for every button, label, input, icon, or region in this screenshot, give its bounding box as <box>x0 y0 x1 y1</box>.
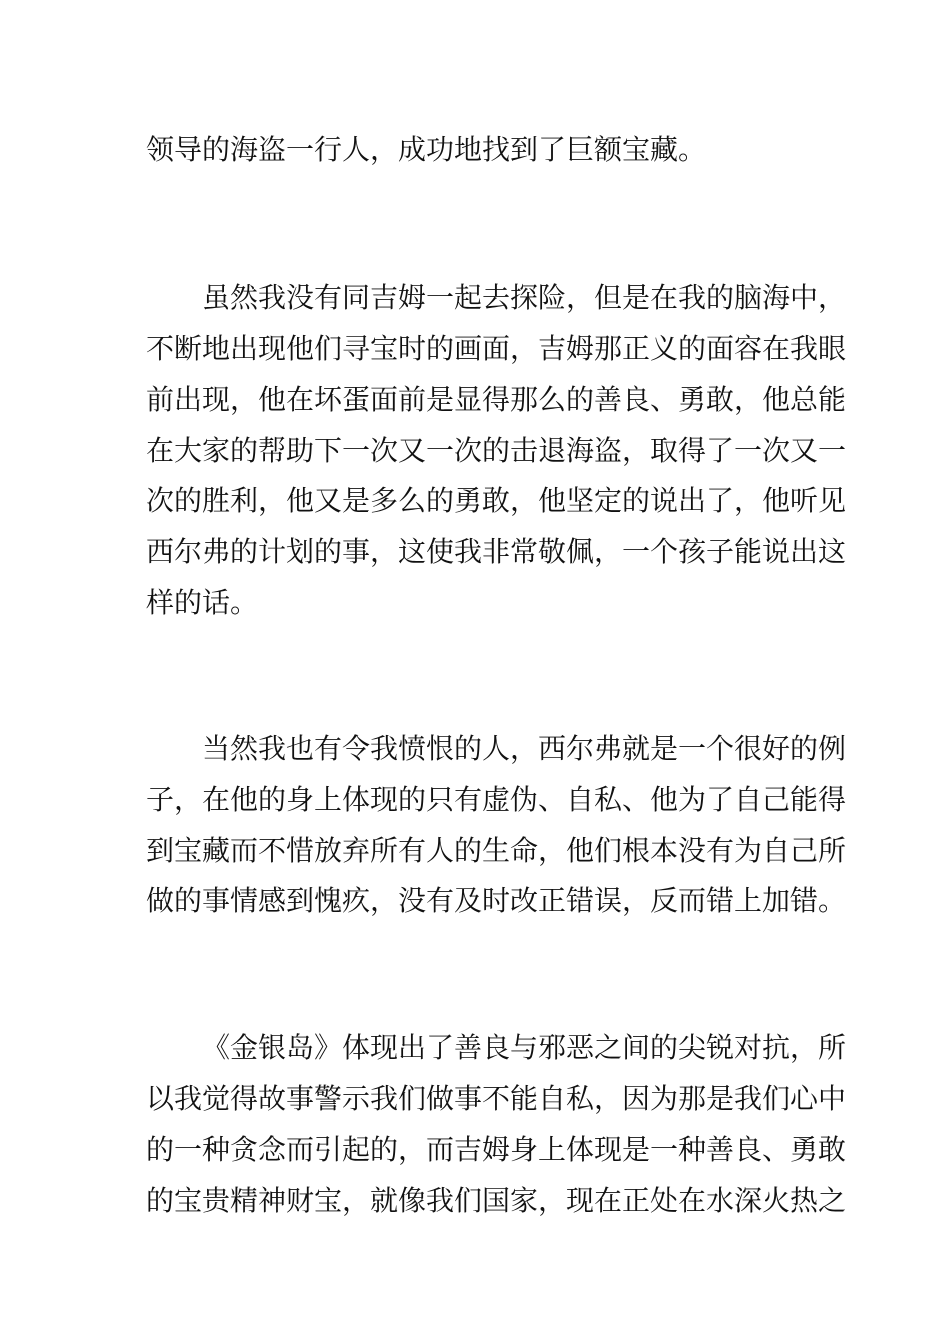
paragraph-line: 西尔弗的计划的事，这使我非常敬佩，一个孩子能说出这 <box>146 535 847 568</box>
paragraph-line: 样的话。 <box>146 586 259 619</box>
paragraph-line: 前出现，他在坏蛋面前是显得那么的善良、勇敢，他总能 <box>146 383 847 416</box>
paragraph-line: 不断地出现他们寻宝时的画面，吉姆那正义的面容在我眼 <box>146 332 847 365</box>
paragraph-line: 《金银岛》体现出了善良与邪恶之间的尖锐对抗，所 <box>202 1031 847 1064</box>
paragraph-line: 在大家的帮助下一次又一次的击退海盗，取得了一次又一 <box>146 434 847 467</box>
paragraph-line: 虽然我没有同吉姆一起去探险，但是在我的脑海中， <box>202 281 847 314</box>
paragraph-line: 做的事情感到愧疚，没有及时改正错误，反而错上加错。 <box>146 884 847 917</box>
paragraph-line: 子，在他的身上体现的只有虚伪、自私、他为了自己能得 <box>146 783 847 816</box>
paragraph-line: 当然我也有令我愤恨的人，西尔弗就是一个很好的例 <box>202 732 847 765</box>
paragraph-line: 的宝贵精神财宝，就像我们国家，现在正处在水深火热之 <box>146 1184 847 1217</box>
paragraph-line: 到宝藏而不惜放弃所有人的生命，他们根本没有为自己所 <box>146 834 847 867</box>
paragraph-line: 以我觉得故事警示我们做事不能自私，因为那是我们心中 <box>146 1082 847 1115</box>
paragraph-line: 次的胜利，他又是多么的勇敢，他坚定的说出了，他听见 <box>146 484 847 517</box>
paragraph-line: 的一种贪念而引起的，而吉姆身上体现是一种善良、勇敢 <box>146 1133 847 1166</box>
paragraph-line: 领导的海盗一行人，成功地找到了巨额宝藏。 <box>146 133 707 166</box>
